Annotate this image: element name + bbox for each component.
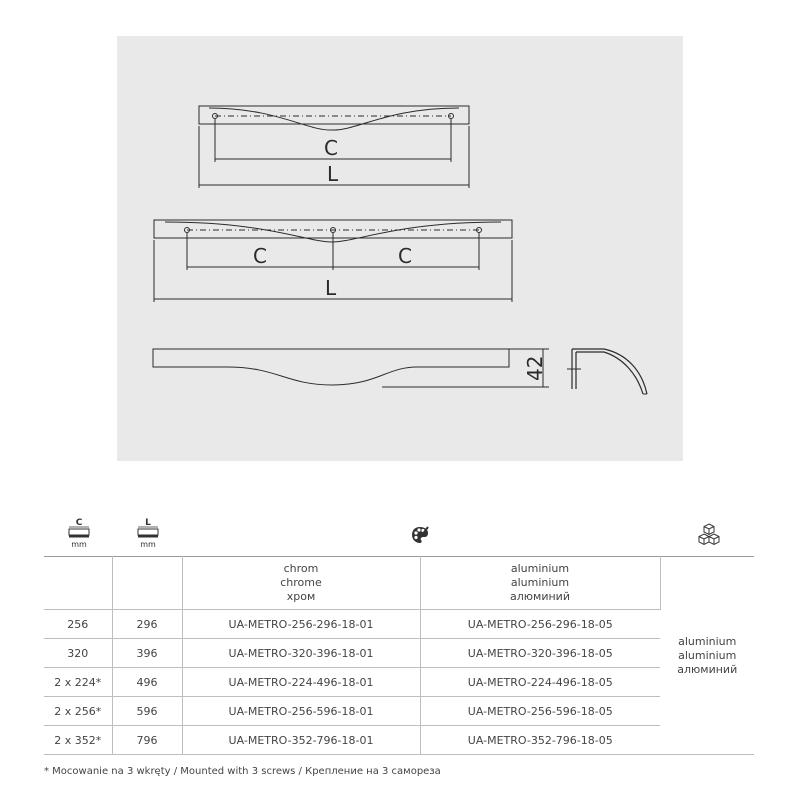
l-dimension-icon (135, 516, 161, 550)
c-dimension-icon (66, 516, 92, 550)
table-header-row (44, 557, 754, 610)
table-row: 256 296 UA-METRO-256-296-18-01 UA-METRO-256-296-18-05 (44, 610, 754, 639)
cubes-icon (696, 522, 722, 548)
header-l (112, 557, 182, 610)
header-aluminium: aluminium aluminium алюминий (420, 557, 660, 610)
drawing-svg (117, 36, 683, 461)
dim-label-c-right: C (398, 244, 412, 268)
svg-text:L: L (145, 518, 151, 528)
table-row: 2 x 352* 796 UA-METRO-352-796-18-01 UA-METRO-352-796-18-05 (44, 726, 754, 755)
header-chrome: chrom chrome хром (182, 557, 420, 610)
dim-label-height: 42 (523, 355, 547, 381)
svg-text:C: C (75, 518, 83, 528)
handle-front-view (153, 349, 549, 387)
technical-drawing (117, 36, 683, 461)
table-row: 320 396 UA-METRO-320-396-18-01 UA-METRO-320-396-18-05 (44, 639, 754, 668)
palette-icon (410, 525, 430, 545)
material-cell: aluminium aluminium алюминий (660, 557, 754, 755)
dim-label-c-left: C (253, 244, 267, 268)
handle-side-profile (567, 349, 647, 394)
header-c (44, 557, 112, 610)
spec-table (44, 556, 754, 755)
svg-text:mm: mm (140, 540, 156, 549)
svg-text:mm: mm (71, 540, 87, 549)
footnote: * Mocowanie na 3 wkręty / Mounted with 3 screws / Крепление на 3 самореза (44, 766, 441, 777)
dim-label-l: L (327, 162, 339, 186)
table-row: 2 x 256* 596 UA-METRO-256-596-18-01 UA-METRO-256-596-18-05 (44, 697, 754, 726)
dim-label-c: C (324, 136, 338, 160)
table-row: 2 x 224* 496 UA-METRO-224-496-18-01 UA-METRO-224-496-18-05 (44, 668, 754, 697)
dim-label-l-long: L (325, 276, 337, 300)
